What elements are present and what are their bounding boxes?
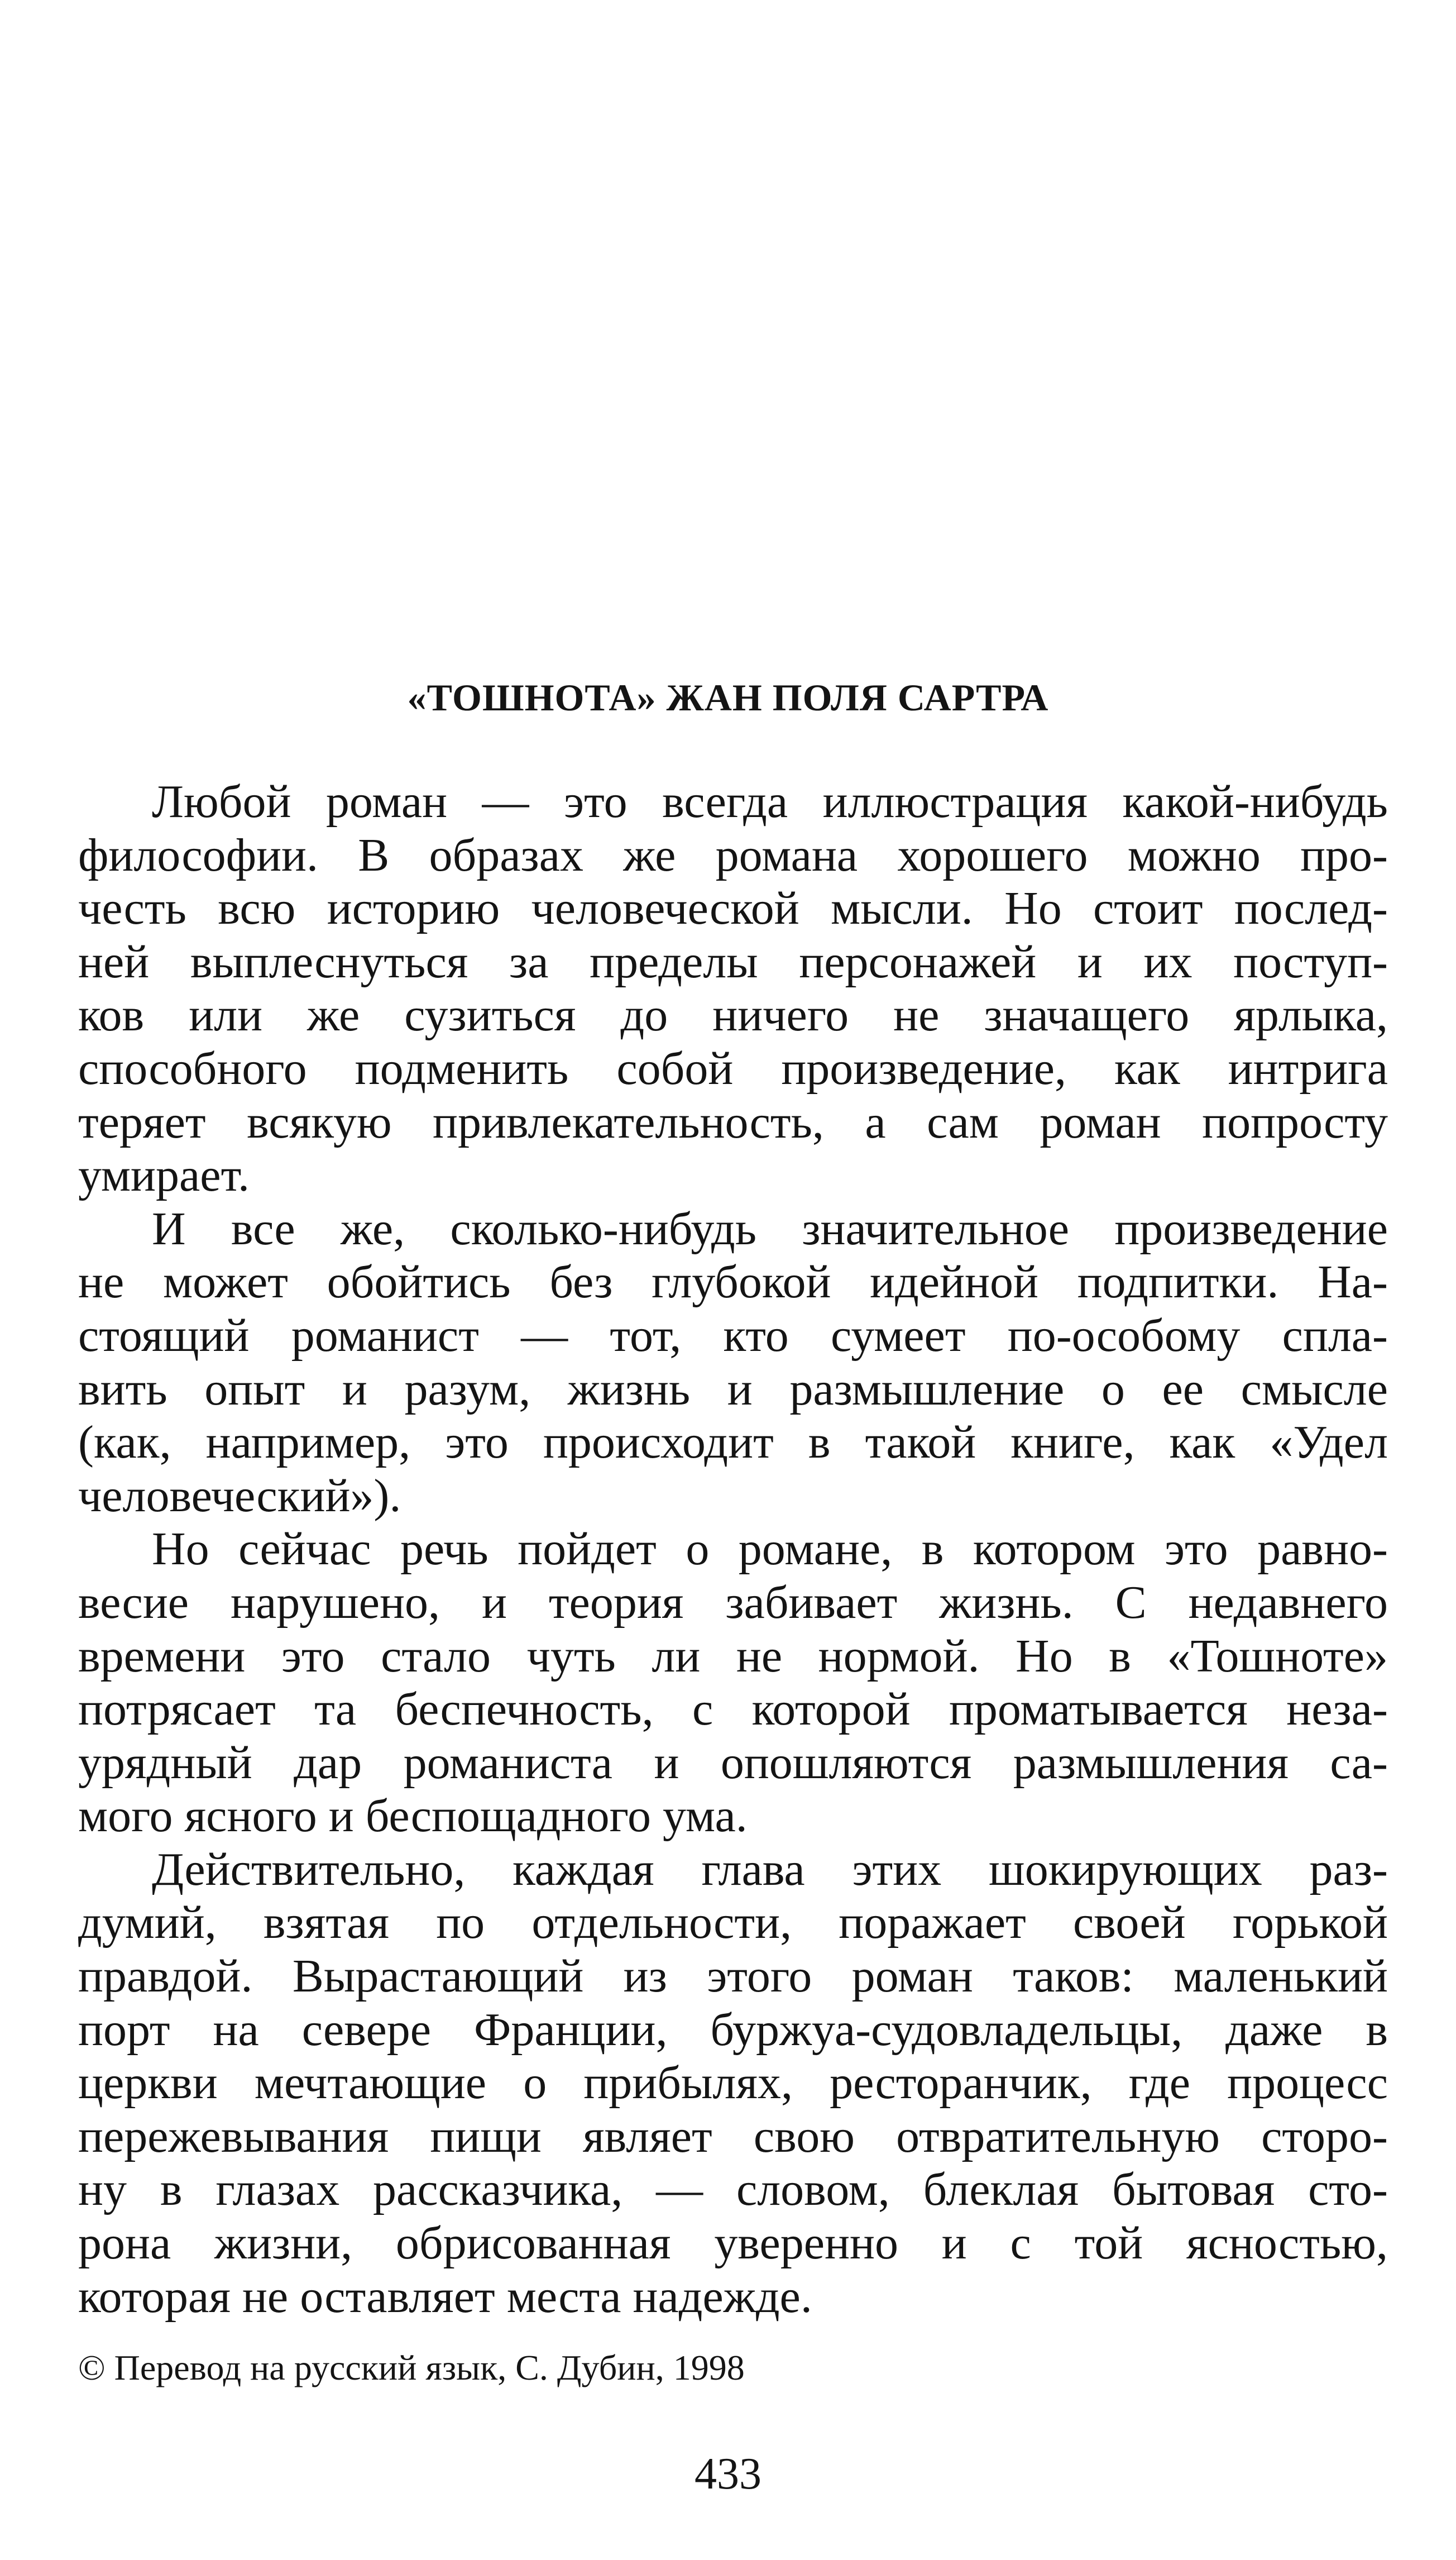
text-line: человеческий»). xyxy=(78,1469,401,1522)
text-line: ней выплеснуться за пределы персонажей и их поступ- xyxy=(78,935,1388,988)
text-line: думий, взятая по отдельности, поражает своей горькой xyxy=(78,1897,1388,1949)
text-line: которая не оставляет места надежде. xyxy=(78,2270,812,2323)
paragraph xyxy=(78,1522,1388,1843)
text-line: пережевывания пищи являет свою отвратительную сторо- xyxy=(78,2110,1388,2162)
text-line: вить опыт и разум, жизнь и размышление о ее смысле xyxy=(78,1363,1388,1415)
text-line: И все же, сколько-нибудь значительное произведение xyxy=(152,1202,1388,1255)
copyright-note: © Перевод на русский язык, С. Дубин, 1998 xyxy=(78,2348,745,2387)
text-line: весие нарушено, и теория забивает жизнь. С недавнего xyxy=(78,1576,1388,1628)
text-line: философии. В образах же романа хорошего можно про- xyxy=(78,829,1388,881)
text-line: не может обойтись без глубокой идейной подпитки. На- xyxy=(78,1256,1388,1308)
text-line: Действительно, каждая глава этих шокирующих раз- xyxy=(152,1843,1388,1895)
text-line: Любой роман — это всегда иллюстрация какой-нибудь xyxy=(152,776,1388,828)
text-line: церкви мечтающие о прибылях, ресторанчик, где процесс xyxy=(78,2057,1388,2109)
text-line: потрясает та беспечность, с которой проматывается неза- xyxy=(78,1683,1388,1736)
text-line: рона жизни, обрисованная уверенно и с той ясностью, xyxy=(78,2217,1388,2270)
text-line: правдой. Вырастающий из этого роман таков: маленький xyxy=(78,1950,1388,2003)
text-line: порт на севере Франции, буржуа-судовладельцы, даже в xyxy=(78,2003,1388,2056)
text-line: способного подменить собой произведение, как интрига xyxy=(78,1042,1388,1095)
text-line: умирает. xyxy=(78,1149,250,1202)
text-line: мого ясного и беспощадного ума. xyxy=(78,1790,748,1842)
paragraph xyxy=(78,1843,1388,2323)
text-line: времени это стало чуть ли не нормой. Но в «Тошноте» xyxy=(78,1630,1388,1682)
paragraph xyxy=(78,1202,1388,1523)
text-line: ков или же сузиться до ничего не значащего ярлыка, xyxy=(78,989,1388,1042)
text-line: урядный дар романиста и опошляются размышления са- xyxy=(78,1736,1388,1789)
body-text xyxy=(78,775,1388,2323)
text-line: ну в глазах рассказчика, — словом, блеклая бытовая сто- xyxy=(78,2163,1388,2216)
paragraph xyxy=(78,775,1388,1202)
text-line: (как, например, это происходит в такой книге, как «Удел xyxy=(78,1416,1388,1469)
text-line: честь всю историю человеческой мысли. Но стоит послед- xyxy=(78,882,1388,935)
chapter-title: «ТОШНОТА» ЖАН ПОЛЯ САРТРА xyxy=(407,676,1049,719)
page-number: 433 xyxy=(695,2449,761,2499)
text-line: стоящий романист — тот, кто сумеет по-особому спла- xyxy=(78,1309,1388,1362)
text-line: Но сейчас речь пойдет о романе, в котором это равно- xyxy=(152,1523,1388,1575)
text-line: теряет всякую привлекательность, а сам роман попросту xyxy=(78,1096,1388,1148)
